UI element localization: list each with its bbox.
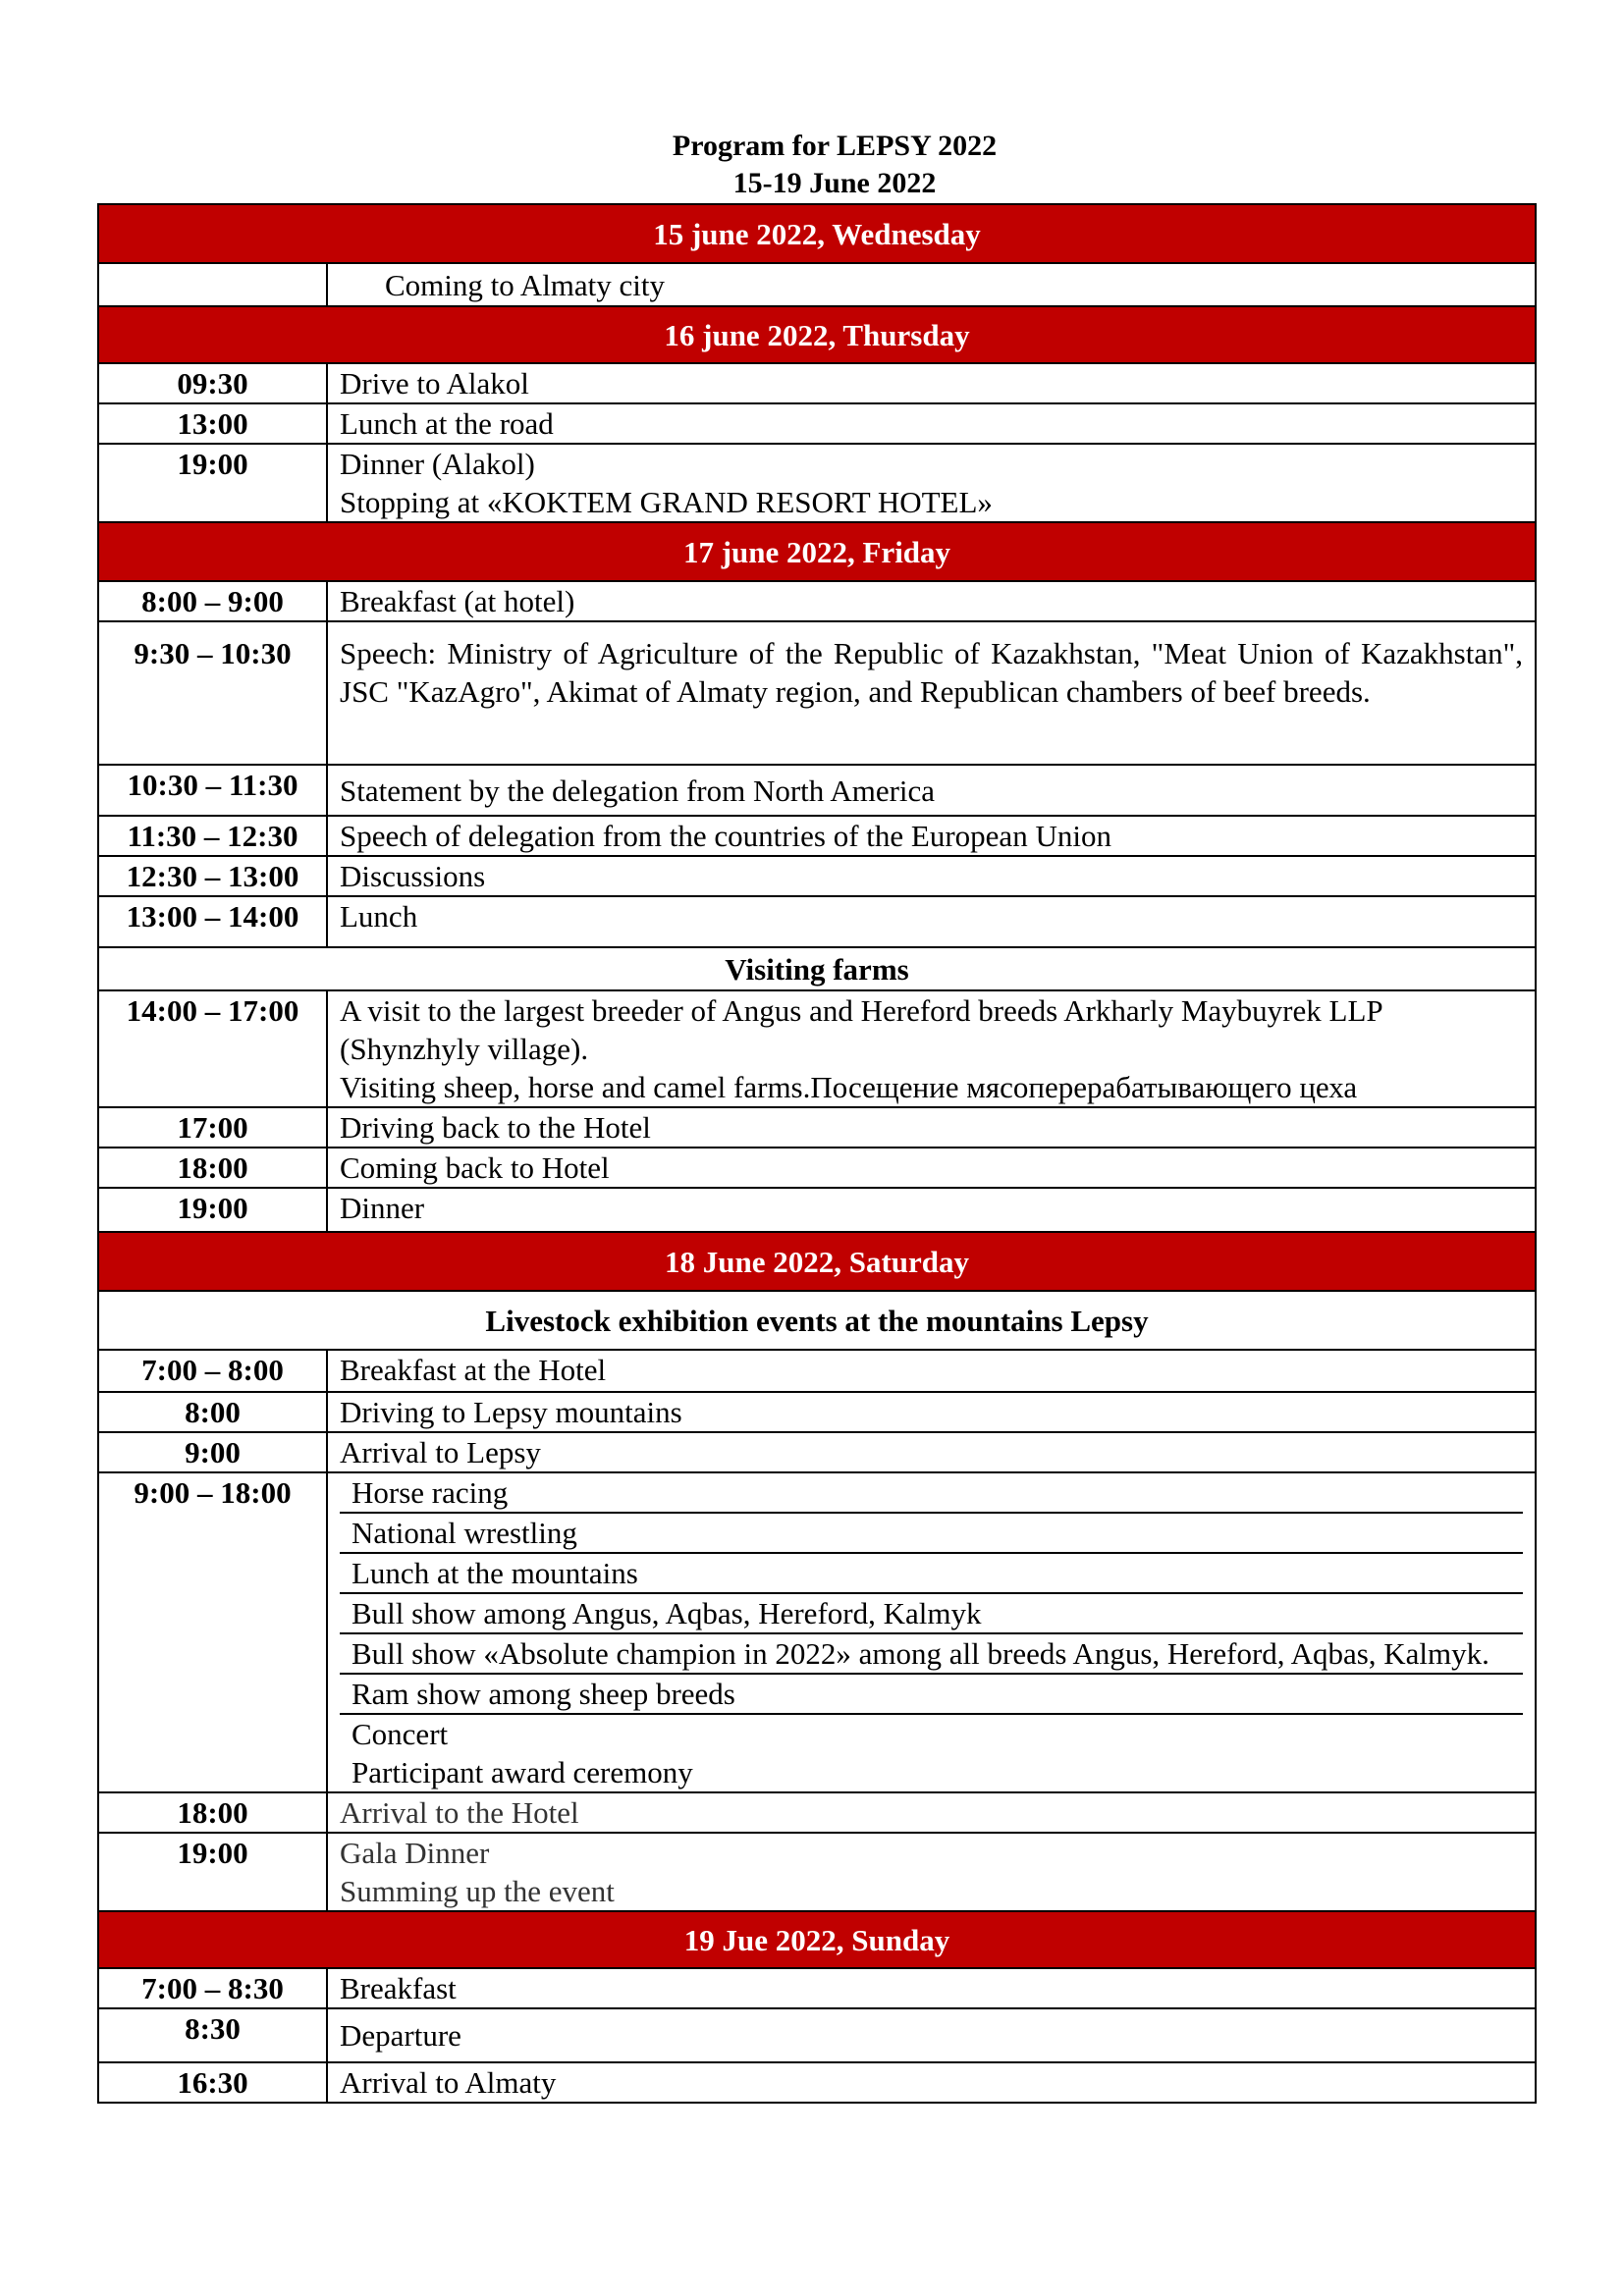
time-cell: 13:00 – 14:00	[98, 896, 327, 947]
time-cell: 18:00	[98, 1792, 327, 1833]
activity-cell: Discussions	[327, 856, 1536, 896]
activity-list	[340, 1473, 1523, 1791]
day-header: 17 june 2022, Friday	[98, 522, 1536, 581]
time-cell: 9:30 – 10:30	[98, 621, 327, 765]
activity-cell: Breakfast (at hotel)	[327, 581, 1536, 621]
list-item: Lunch at the mountains	[340, 1553, 1523, 1593]
time-cell: 9:00	[98, 1432, 327, 1472]
activity-line: Gala Dinner	[340, 1836, 490, 1870]
section-subheader: Visiting farms	[98, 947, 1536, 990]
list-item: Bull show among Angus, Aqbas, Hereford, Kalmyk	[340, 1593, 1523, 1633]
activity-list-cell	[327, 1472, 1536, 1792]
table-row	[98, 444, 1536, 522]
time-cell: 11:30 – 12:30	[98, 816, 327, 856]
activity-cell: Speech of delegation from the countries of the European Union	[327, 816, 1536, 856]
list-item	[340, 1714, 1523, 1791]
day-header-row	[98, 204, 1536, 263]
day-header: 18 June 2022, Saturday	[98, 1232, 1536, 1291]
activity-cell: Arrival to Lepsy	[327, 1432, 1536, 1472]
subheader-row	[98, 1291, 1536, 1350]
page-title: Program for LEPSY 2022	[672, 130, 998, 162]
table-row	[98, 896, 1536, 947]
activity-cell: Statement by the delegation from North America	[327, 765, 1536, 816]
table-row	[98, 1833, 1536, 1911]
activity-line: Summing up the event	[340, 1874, 615, 1908]
table-row	[98, 1350, 1536, 1392]
table-row	[98, 816, 1536, 856]
time-cell: 8:00	[98, 1392, 327, 1432]
subheader-row	[98, 947, 1536, 990]
time-cell: 7:00 – 8:30	[98, 1968, 327, 2008]
activity-cell: Lunch	[327, 896, 1536, 947]
time-cell: 17:00	[98, 1107, 327, 1148]
table-row	[98, 403, 1536, 444]
time-cell: 7:00 – 8:00	[98, 1350, 327, 1392]
activity-cell	[327, 990, 1536, 1107]
day-header-row	[98, 1911, 1536, 1968]
time-cell: 19:00	[98, 444, 327, 522]
activity-cell: Arrival to the Hotel	[327, 1792, 1536, 1833]
day-header: 19 Jue 2022, Sunday	[98, 1911, 1536, 1968]
time-cell: 16:30	[98, 2062, 327, 2103]
table-row	[98, 263, 1536, 306]
table-row	[98, 2008, 1536, 2062]
table-row	[98, 2062, 1536, 2103]
time-cell: 9:00 – 18:00	[98, 1472, 327, 1792]
day-header-row	[98, 306, 1536, 363]
time-cell: 14:00 – 17:00	[98, 990, 327, 1107]
activity-cell: Coming back to Hotel	[327, 1148, 1536, 1188]
list-item: Bull show «Absolute champion in 2022» among all breeds Angus, Hereford, Aqbas, Kalmyk.	[340, 1633, 1523, 1674]
table-row	[98, 1472, 1536, 1792]
activity-cell: Departure	[327, 2008, 1536, 2062]
table-row	[98, 1148, 1536, 1188]
activity-cell: Lunch at the road	[327, 403, 1536, 444]
activity-line: A visit to the largest breeder of Angus and Hereford breeds Arkharly Maybuyrek LLP (Shynzhyly village).	[340, 993, 1382, 1066]
table-row	[98, 1107, 1536, 1148]
table-row	[98, 1968, 1536, 2008]
day-header-row	[98, 1232, 1536, 1291]
time-cell	[98, 263, 327, 306]
table-row	[98, 1432, 1536, 1472]
section-subheader: Livestock exhibition events at the mountains Lepsy	[98, 1291, 1536, 1350]
time-cell: 8:30	[98, 2008, 327, 2062]
time-cell: 10:30 – 11:30	[98, 765, 327, 816]
program-table	[97, 203, 1537, 2104]
activity-cell: Arrival to Almaty	[327, 2062, 1536, 2103]
activity-cell: Breakfast at the Hotel	[327, 1350, 1536, 1392]
list-item-line: Participant award ceremony	[352, 1755, 693, 1789]
table-row	[98, 1188, 1536, 1232]
table-row	[98, 363, 1536, 403]
table-row	[98, 1792, 1536, 1833]
activity-cell: Speech: Ministry of Agriculture of the Republic of Kazakhstan, "Meat Union of Kazakhstan", JSC "KazAgro", Akimat of Almaty region, and Republican chambers of beef breeds.	[327, 621, 1536, 765]
activity-line: Visiting sheep, horse and camel farms.Посещение мясоперерабатывающего цеха	[340, 1070, 1358, 1104]
day-header-row	[98, 522, 1536, 581]
activity-cell: Breakfast	[327, 1968, 1536, 2008]
time-cell: 18:00	[98, 1148, 327, 1188]
time-cell: 8:00 – 9:00	[98, 581, 327, 621]
time-cell: 19:00	[98, 1833, 327, 1911]
table-row	[98, 1392, 1536, 1432]
activity-cell: Driving to Lepsy mountains	[327, 1392, 1536, 1432]
list-item-line: Concert	[352, 1717, 449, 1751]
table-row	[98, 856, 1536, 896]
activity-cell: Drive to Alakol	[327, 363, 1536, 403]
day-header: 15 june 2022, Wednesday	[98, 204, 1536, 263]
time-cell: 19:00	[98, 1188, 327, 1232]
page-subtitle-dates: 15-19 June 2022	[732, 167, 937, 199]
table-row	[98, 581, 1536, 621]
time-cell: 12:30 – 13:00	[98, 856, 327, 896]
list-item: National wrestling	[340, 1513, 1523, 1553]
time-cell: 09:30	[98, 363, 327, 403]
activity-line: Stopping at «KOKTEM GRAND RESORT HOTEL»	[340, 485, 993, 519]
time-cell: 13:00	[98, 403, 327, 444]
activity-cell	[327, 444, 1536, 522]
list-item: Horse racing	[340, 1473, 1523, 1513]
activity-cell: Driving back to the Hotel	[327, 1107, 1536, 1148]
activity-line: Dinner (Alakol)	[340, 447, 535, 481]
activity-cell: Dinner	[327, 1188, 1536, 1232]
table-row	[98, 765, 1536, 816]
activity-cell	[327, 1833, 1536, 1911]
list-item: Ram show among sheep breeds	[340, 1674, 1523, 1714]
table-row	[98, 621, 1536, 765]
activity-cell: Coming to Almaty city	[327, 263, 1536, 306]
table-row	[98, 990, 1536, 1107]
day-header: 16 june 2022, Thursday	[98, 306, 1536, 363]
